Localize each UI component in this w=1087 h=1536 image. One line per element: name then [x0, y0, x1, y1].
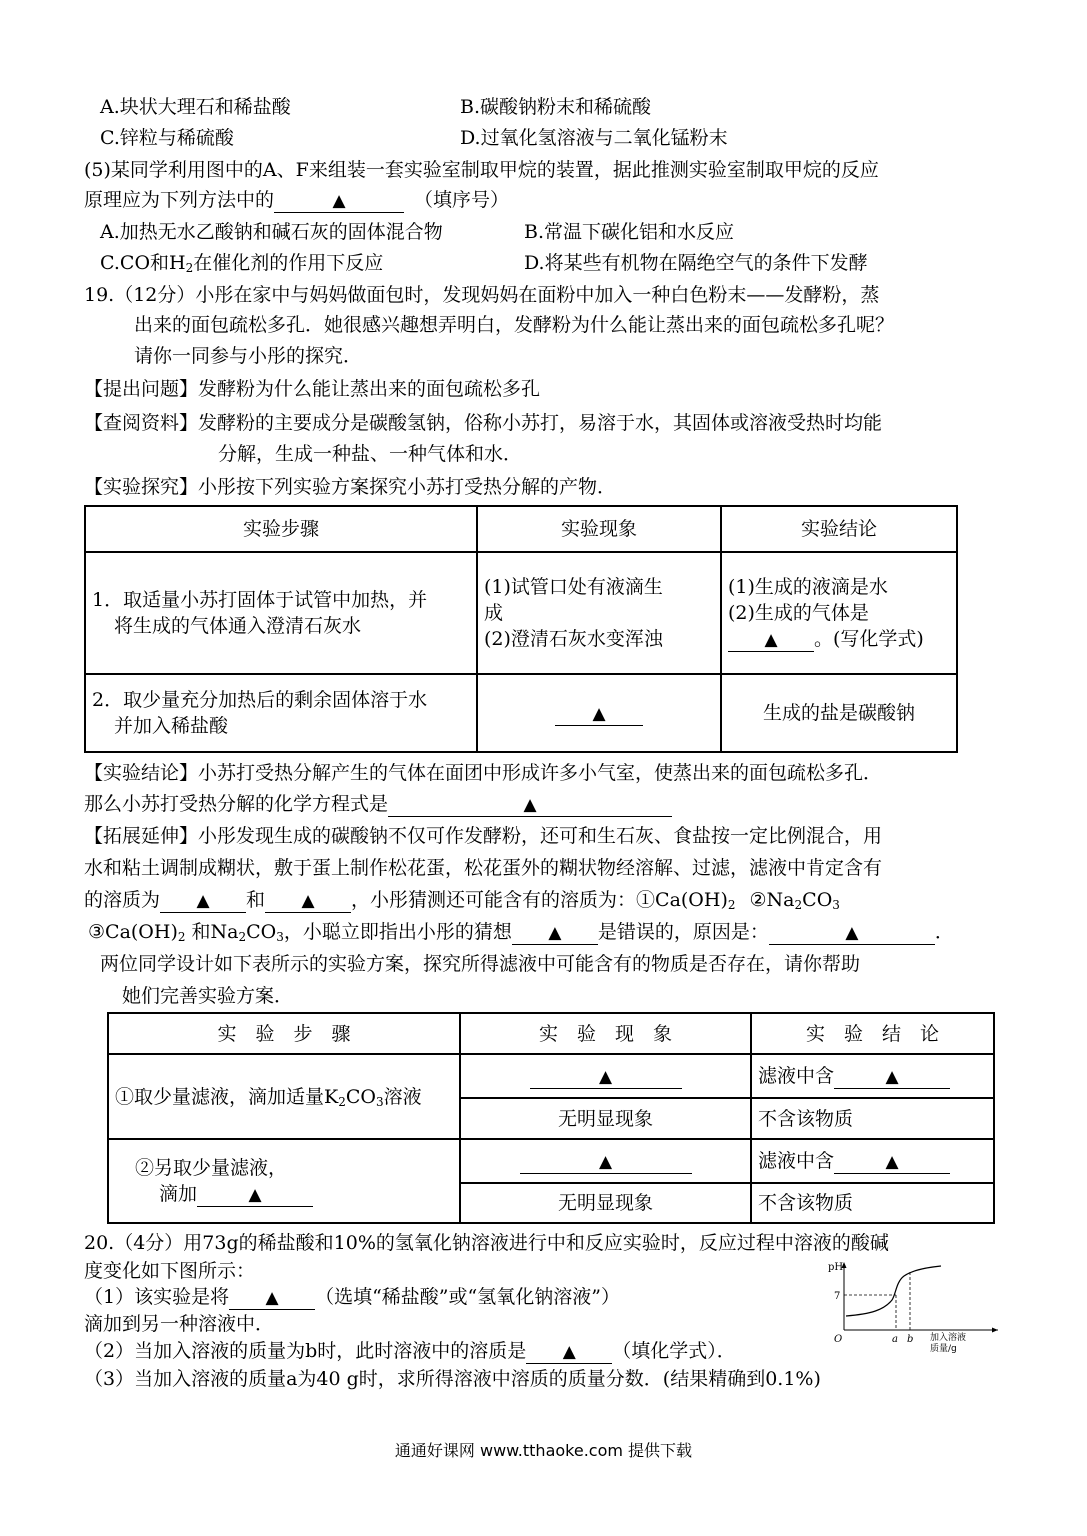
text: 在催化剂的作用下反应: [193, 252, 384, 274]
text: ③Ca(OH): [88, 921, 178, 943]
q18-part5-line2: [84, 187, 509, 213]
triangle-icon: ▲: [764, 630, 778, 650]
text: 是错误的，原因是：: [597, 921, 769, 943]
origin-label: O: [834, 1334, 843, 1345]
triangle-icon: ▲: [885, 1152, 899, 1172]
triangle-icon: ▲: [598, 1067, 613, 1087]
triangle-icon: ▲: [301, 891, 315, 911]
text: 并加入稀盐酸: [114, 715, 229, 737]
q19-extension-5: 两位同学设计如下表所示的实验方案，探究所得滤液中可能含有的物质是否存在，请你帮助: [100, 953, 861, 975]
triangle-icon: ▲: [598, 1152, 613, 1172]
text: 溶液: [383, 1085, 422, 1108]
solute-blank-1[interactable]: [160, 889, 246, 913]
table2-row1-phenomena: [460, 1054, 751, 1098]
text: 的溶质为: [84, 889, 161, 911]
triangle-icon: ▲: [196, 891, 210, 911]
q20-part3: （3）当加入溶液的质量a为40 g时，求所得溶液中溶质的质量分数．(结果精确到0.1%): [84, 1368, 821, 1390]
method-option-c: [100, 250, 383, 276]
reagent-blank[interactable]: [197, 1183, 313, 1207]
q19-line3: 请你一同参与小彤的探究．: [134, 345, 363, 367]
subscript: 3: [832, 898, 840, 912]
q20-part1: [84, 1284, 620, 1310]
triangle-icon: ▲: [592, 704, 606, 724]
table1-header-conclusion: 实验结论: [721, 506, 957, 552]
table2-header-steps: 实 验 步 骤: [108, 1013, 460, 1054]
method-option-b: B.常温下碳化铝和水反应: [524, 221, 735, 243]
reason-blank[interactable]: [769, 921, 935, 945]
ph-curve-figure: [826, 1258, 1006, 1358]
x-tick-b: b: [907, 1334, 914, 1345]
table2-header-conclusion: 实 验 结 论: [751, 1013, 994, 1054]
q19-line2: 出来的面包疏松多孔．她很感兴趣想弄明白，发酵粉为什么能让蒸出来的面包疏松多孔呢？: [134, 314, 895, 336]
option-b: B.碳酸钠粉末和稀硫酸: [460, 96, 652, 118]
table2-row3-conclusion: [751, 1139, 994, 1183]
text: ①取少量滤液，滴加适量K: [115, 1085, 339, 1108]
table2-row2-phenomena: 无明显现象: [460, 1098, 751, 1139]
table2-row4-conclusion: 不含该物质: [751, 1183, 994, 1223]
q19-reference-1: 【查阅资料】发酵粉的主要成分是碳酸氢钠，俗称小苏打，易溶于水，其固体或溶液受热时均能: [84, 412, 883, 434]
x-axis-label-1: 加入溶液: [930, 1333, 967, 1343]
table2-step-2: [108, 1139, 460, 1223]
text: （填序号）: [414, 189, 510, 211]
q19-conclusion-2: [84, 791, 672, 817]
q18-part5-line1: (5)某同学利用图中的A、F来组装一套实验室制取甲烷的装置，据此推测实验室制取甲烷的反应: [84, 159, 879, 181]
experiment-table-2: [107, 1012, 995, 1224]
subscript: 2: [794, 898, 803, 912]
text: （填化学式）．: [612, 1340, 736, 1362]
text: 滴加: [159, 1183, 198, 1205]
text: ，小彤猜测还可能含有的溶质为：①Ca(OH): [351, 889, 728, 911]
equation-blank[interactable]: [388, 793, 672, 817]
table1-row1-step: [85, 552, 477, 674]
x-axis-label-2: 质量/g: [930, 1344, 957, 1354]
wrong-guess-blank[interactable]: [512, 921, 598, 945]
text: 1．取适量小苏打固体于试管中加热，并: [92, 589, 428, 611]
subscript: 2: [185, 261, 194, 275]
triangle-icon: ▲: [548, 923, 562, 943]
table2-row3-phenomena: [460, 1139, 751, 1183]
table2-step-1: [108, 1054, 460, 1139]
triangle-icon: ▲: [562, 1342, 576, 1362]
q19-extension-4: [88, 919, 954, 945]
text: ，小聪立即指出小彤的猜想: [283, 921, 512, 943]
solute-blank-2[interactable]: [265, 889, 351, 913]
triangle-icon: ▲: [885, 1067, 899, 1087]
table1-row2-phenomena: [477, 674, 721, 752]
phenomenon-blank[interactable]: [555, 702, 643, 726]
text: 滤液中含: [758, 1150, 835, 1172]
q19-conclusion-1: 【实验结论】小苏打受热分解产生的气体在面团中形成许多小气室，使蒸出来的面包疏松多孔．: [84, 762, 883, 784]
answer-blank[interactable]: [274, 189, 404, 213]
q20-part1-cont: 滴加到另一种溶液中．: [84, 1313, 275, 1335]
x-axis-arrow: [992, 1328, 998, 1333]
q20-part2: [84, 1338, 736, 1364]
method-option-d: D.将某些有机物在隔绝空气的条件下发酵: [524, 252, 868, 274]
text: 2．取少量充分加热后的剩余固体溶于水: [92, 689, 428, 711]
option-a: A.块状大理石和稀盐酸: [100, 96, 291, 118]
text: 滤液中含: [758, 1065, 835, 1087]
text: (1)试管口处有液滴生: [484, 576, 663, 598]
experiment-table-1: [84, 505, 958, 753]
q20-line1: 20.（4分）用73g的稀盐酸和10%的氢氧化钠溶液进行中和反应实验时，反应过程中溶液的酸碱: [84, 1232, 889, 1254]
text: CO: [802, 889, 833, 911]
text: （2）当加入溶液的质量为b时，此时溶液中的溶质是: [84, 1340, 527, 1362]
option-c: C.锌粒与稀硫酸: [100, 127, 234, 149]
ph-curve: [846, 1266, 941, 1316]
subscript: 2: [727, 898, 736, 912]
triangle-icon: ▲: [523, 795, 537, 815]
y-axis-label: pH: [828, 1262, 844, 1273]
table2-row1-conclusion: [751, 1054, 994, 1098]
q19-extension-1: 【拓展延伸】小彤发现生成的碳酸钠不仅可作发酵粉，还可和生石灰、食盐按一定比例混合，用: [84, 825, 883, 847]
solute-formula-blank[interactable]: [526, 1340, 612, 1364]
subscript: 2: [177, 930, 186, 944]
table1-row2-conclusion: 生成的盐是碳酸钠: [721, 674, 957, 752]
text: (2)澄清石灰水变浑浊: [484, 628, 663, 650]
text: (1)生成的液滴是水: [728, 576, 888, 598]
substance-blank-2[interactable]: [834, 1150, 950, 1174]
text: ②Na: [749, 889, 795, 911]
table2-row2-conclusion: 不含该物质: [751, 1098, 994, 1139]
gas-formula-blank[interactable]: [728, 628, 814, 652]
table1-header-phenomena: 实验现象: [477, 506, 721, 552]
text: （1）该实验是将: [84, 1286, 230, 1308]
triangle-icon: ▲: [332, 191, 346, 211]
text: ②另取少量滤液，: [135, 1157, 288, 1179]
reagent-choice-blank[interactable]: [229, 1286, 315, 1310]
x-tick-a: a: [892, 1334, 898, 1345]
table1-row1-conclusion: [721, 552, 957, 674]
q19-extension-3: [84, 887, 840, 913]
subscript: 3: [276, 930, 284, 944]
text: C.CO和H: [100, 252, 186, 274]
text: 成: [484, 602, 504, 624]
q19-experiment-intro: 【实验探究】小彤按下列实验方案探究小苏打受热分解的产物．: [84, 476, 617, 498]
text: 和Na: [191, 921, 239, 943]
text: 原理应为下列方法中的: [84, 189, 275, 211]
table2-header-phenomena: 实 验 现 象: [460, 1013, 751, 1054]
triangle-icon: ▲: [265, 1288, 279, 1308]
subscript: 2: [338, 1094, 346, 1109]
subscript: 2: [238, 930, 247, 944]
q19-line1: 19.（12分）小彤在家中与妈妈做面包时，发现妈妈在面粉中加入一种白色粉末——发酵粉，蒸: [84, 284, 880, 306]
phenomenon-blank-2[interactable]: [520, 1150, 692, 1174]
table1-row1-phenomena: [477, 552, 721, 674]
text: (2)生成的气体是: [728, 602, 869, 624]
substance-blank-1[interactable]: [834, 1065, 950, 1089]
text: 和: [246, 889, 266, 911]
page-footer: 通通好课网 www.tthaoke.com 提供下载: [394, 1441, 693, 1460]
text: 。(写化学式): [814, 628, 924, 650]
table1-row2-step: [85, 674, 477, 752]
triangle-icon: ▲: [248, 1185, 262, 1205]
y-tick-7: 7: [834, 1291, 841, 1302]
option-d: D.过氧化氢溶液与二氧化锰粉末: [460, 127, 728, 149]
q19-extension-2: 水和粘土调制成糊状，敷于蛋上制作松花蛋，松花蛋外的糊状物经溶解、过滤，滤液中肯定含有: [84, 857, 883, 879]
text: 将生成的气体通入澄清石灰水: [114, 615, 362, 637]
table1-header-steps: 实验步骤: [85, 506, 477, 552]
q20-line2: 度变化如下图所示：: [84, 1260, 256, 1282]
q19-reference-2: 分解，生成一种盐、一种气体和水．: [218, 443, 523, 465]
text: ．: [934, 921, 954, 943]
table2-row4-phenomena: 无明显现象: [460, 1183, 751, 1223]
phenomenon-blank-1[interactable]: [530, 1065, 682, 1089]
q19-extension-6: 她们完善实验方案．: [122, 985, 294, 1007]
text: CO: [345, 1085, 376, 1108]
method-option-a: A.加热无水乙酸钠和碱石灰的固体混合物: [100, 221, 443, 243]
text: 那么小苏打受热分解的化学方程式是: [84, 793, 389, 815]
triangle-icon: ▲: [845, 923, 859, 943]
subscript: 3: [375, 1094, 384, 1109]
text: CO: [246, 921, 277, 943]
text: （选填“稀盐酸”或“氢氧化钠溶液”）: [315, 1286, 620, 1308]
q19-question: 【提出问题】发酵粉为什么能让蒸出来的面包疏松多孔: [84, 378, 541, 400]
